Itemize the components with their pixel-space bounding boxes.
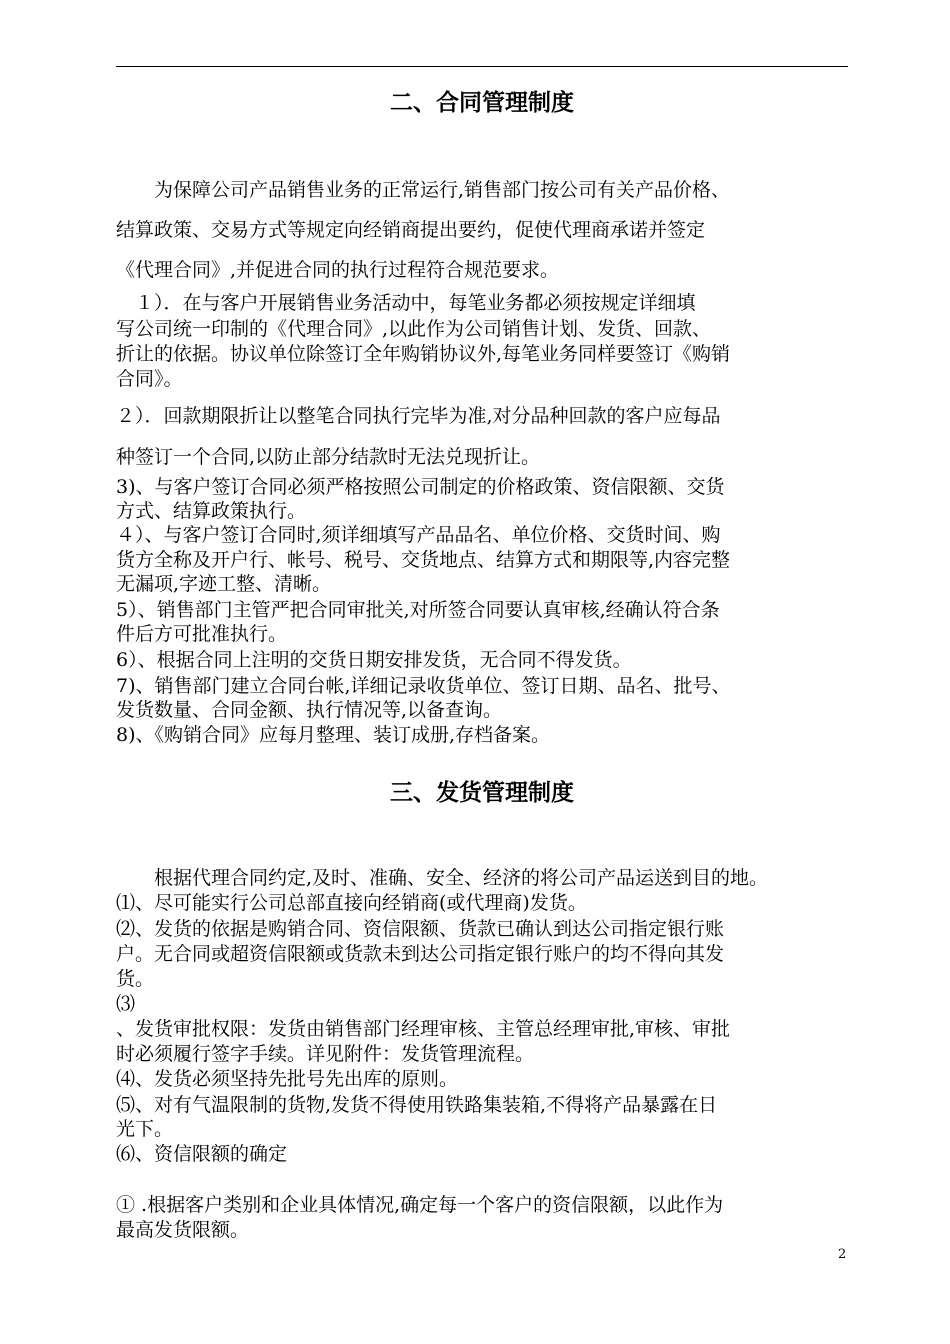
text-line: 合同》。 [116,368,183,390]
header-rule [116,66,848,67]
text-line: 无漏项,字迹工整、清晰。 [116,573,332,595]
text-line: １）．在与客户开展销售业务活动中，每笔业务都必须按规定详细填 [116,292,696,314]
text-line: 《代理合同》,并促进合同的执行过程符合规范要求。 [116,259,560,281]
text-line: 发货数量、合同金额、执行情况等,以备查询。 [116,699,503,721]
text-line: ２）．回款期限折让以整笔合同执行完毕为准,对分品种回款的客户应每品 [116,405,721,427]
text-line: ⑴、尽可能实行公司总部直接向经销商(或代理商)发货。 [116,892,587,914]
text-line: ４）、与客户签订合同时,须详细填写产品品名、单位价格、交货时间、购 [116,524,721,546]
text-line: 7)、销售部门建立合同台帐,详细记录收货单位、签订日期、品名、批号、 [116,675,731,697]
text-line: 最高发货限额。 [116,1219,250,1241]
text-line: 货。 [116,968,155,990]
text-line: ⑶ [116,993,136,1015]
text-line: ⑵、发货的依据是购销合同、资信限额、货款已确认到达公司指定银行账 [116,918,725,940]
text-line: ⑸、对有气温限制的货物,发货不得使用铁路集装箱,不得将产品暴露在日 [116,1094,718,1116]
section-2-title: 二、合同管理制度 [390,90,574,116]
text-line: 折让的依据。协议单位除签订全年购销协议外,每笔业务同样要签订《购销 [116,343,731,365]
text-line: 、发货审批权限：发货由销售部门经理审核、主管总经理审批,审核、审批 [116,1018,731,1040]
text-line: 方式、结算政策执行。 [116,500,307,522]
section-3-title: 三、发货管理制度 [390,780,574,806]
text-line: 光下。 [116,1118,174,1140]
text-line: 3)、与客户签订合同必须严格按照公司制定的价格政策、资信限额、交货 [116,476,725,498]
text-line: 结算政策、交易方式等规定向经销商提出要约，促使代理商承诺并签定 [116,219,706,241]
text-line: 6）、根据合同上注明的交货日期安排发货，无合同不得发货。 [116,649,632,671]
text-line: ① .根据客户类别和企业具体情况,确定每一个客户的资信限额，以此作为 [116,1194,724,1216]
text-line: 根据代理合同约定,及时、准确、安全、经济的将公司产品运送到目的地。 [116,867,769,889]
text-line: 8)、《购销合同》应每月整理、装订成册,存档备案。 [116,724,551,746]
text-line: 货方全称及开户行、帐号、税号、交货地点、结算方式和期限等,内容完整 [116,549,731,571]
text-line: 写公司统一印制的《代理合同》,以此作为公司销售计划、发货、回款、 [116,318,712,340]
text-line: 种签订一个合同,以防止部分结款时无法兑现折让。 [116,446,541,468]
text-line: ⑹、资信限额的确定 [116,1143,288,1165]
text-line: 时必须履行签字手续。详见附件：发货管理流程。 [116,1043,535,1065]
text-line: 为保障公司产品销售业务的正常运行,销售部门按公司有关产品价格、 [116,179,731,201]
page-number: 2 [838,1247,847,1262]
text-line: ⑷、发货必须坚持先批号先出库的原则。 [116,1068,459,1090]
text-line: 件后方可批准执行。 [116,623,288,645]
text-line: 户。无合同或超资信限额或货款未到达公司指定银行账户的均不得向其发 [116,943,725,965]
text-line: 5）、销售部门主管严把合同审批关,对所签合同要认真审核,经确认符合条 [116,599,720,621]
